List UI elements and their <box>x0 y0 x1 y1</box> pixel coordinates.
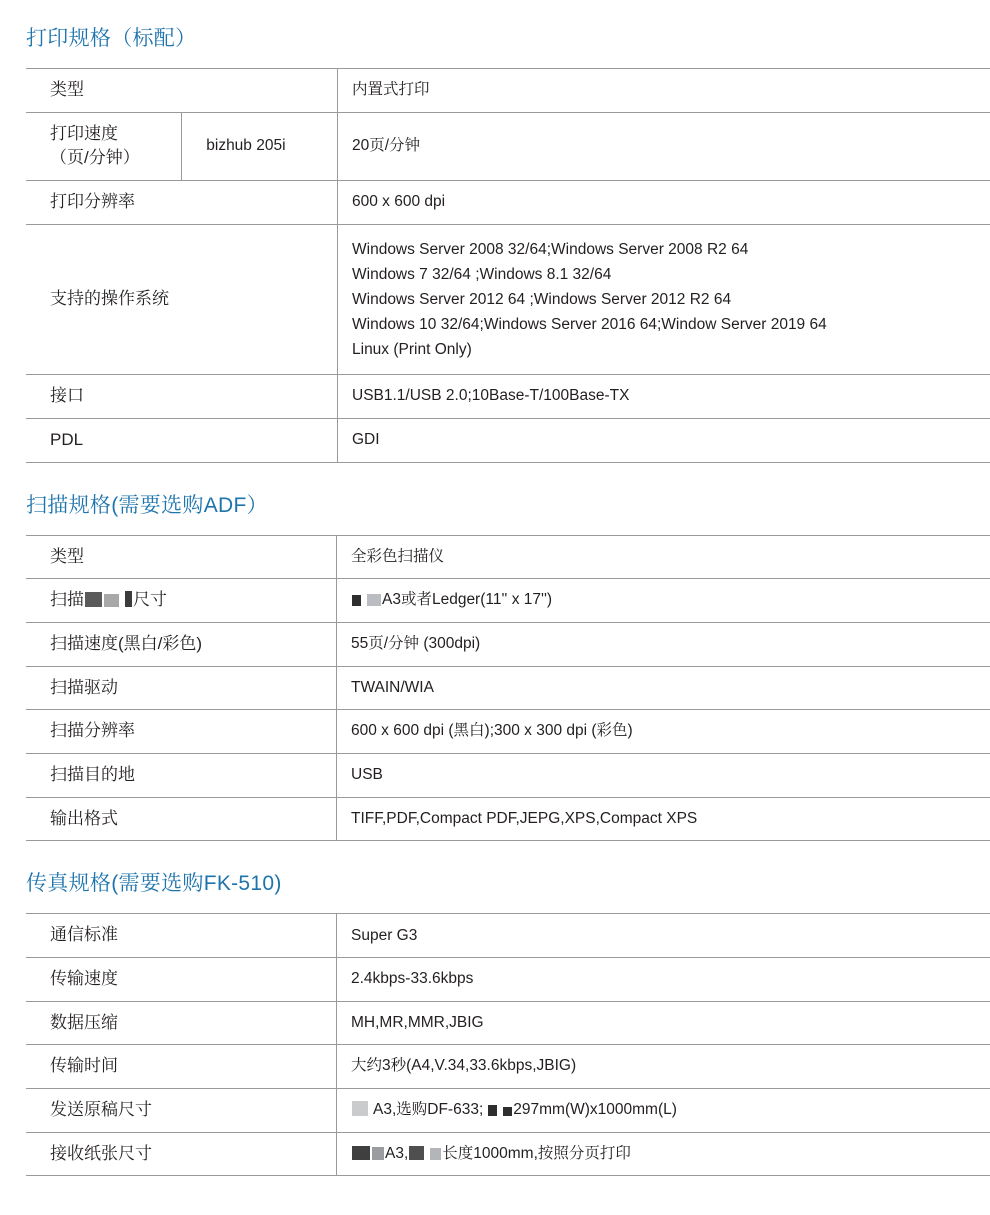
corrupted-glyph-icon <box>367 594 381 606</box>
os-line: Windows Server 2012 64 ;Windows Server 2012 R2 64 <box>352 290 732 308</box>
corrupted-glyph-icon <box>352 1146 370 1160</box>
row-value-comm-standard: Super G3 <box>337 914 990 958</box>
table-row <box>26 623 990 667</box>
row-label-scan-type: 类型 <box>26 535 337 579</box>
section-scan-specifications <box>0 463 990 842</box>
section-print-specifications <box>0 0 990 463</box>
row-value-print-speed: 20页/分钟 <box>338 112 990 180</box>
table-row <box>26 579 990 623</box>
row-label-print-speed <box>26 112 182 180</box>
table-row <box>26 181 990 225</box>
row-value-send-original-size-end: 297mm(W)x1000mm(L) <box>513 1101 677 1119</box>
row-value-type: 内置式打印 <box>338 69 990 113</box>
table-row <box>26 535 990 579</box>
row-label-scan-speed: 扫描速度(黑白/彩色) <box>26 623 337 667</box>
row-value-send-original-size-mid: A3,选购DF-633; <box>373 1101 484 1119</box>
section-title-scan: 扫描规格(需要选购ADF） <box>26 493 268 517</box>
row-label-scan-original-size <box>26 579 337 623</box>
row-value-send-original-size <box>337 1089 990 1133</box>
corrupted-glyph-icon <box>503 1107 512 1116</box>
row-value-output-format: TIFF,PDF,Compact PDF,JEPG,XPS,Compact XPS <box>337 797 990 841</box>
row-value-print-resolution: 600 x 600 dpi <box>338 181 990 225</box>
row-value-receive-paper-size <box>337 1132 990 1176</box>
row-label-print-resolution: 打印分辨率 <box>26 181 338 225</box>
row-value-supported-os <box>338 224 990 375</box>
row-value-scan-original-size-text: A3或者Ledger(11'' x 17'') <box>382 591 553 609</box>
row-value-scan-destination: USB <box>337 753 990 797</box>
corrupted-glyph-icon <box>372 1147 384 1160</box>
table-row <box>26 958 990 1002</box>
row-value-transmission-time: 大约3秒(A4,V.34,33.6kbps,JBIG) <box>337 1045 990 1089</box>
row-label-scan-driver: 扫描驱动 <box>26 666 337 710</box>
table-row <box>26 753 990 797</box>
row-label-pdl: PDL <box>26 418 338 462</box>
table-row <box>26 1045 990 1089</box>
row-label-print-speed-line1: 打印速度 <box>50 123 118 143</box>
fax-specifications-table <box>26 913 990 1176</box>
table-row <box>26 710 990 754</box>
table-row <box>26 375 990 419</box>
table-row <box>26 112 990 180</box>
row-value-transmission-speed: 2.4kbps-33.6kbps <box>337 958 990 1002</box>
corrupted-glyph-icon <box>85 592 102 607</box>
row-value-data-compression: MH,MR,MMR,JBIG <box>337 1001 990 1045</box>
row-label-data-compression: 数据压缩 <box>26 1001 337 1045</box>
table-row <box>26 1001 990 1045</box>
row-label-receive-paper-size: 接收纸张尺寸 <box>26 1132 337 1176</box>
os-line: Windows Server 2008 32/64;Windows Server 2008 R2 64 <box>352 240 749 258</box>
row-value-scan-original-size <box>337 579 990 623</box>
table-row <box>26 914 990 958</box>
row-label-transmission-speed: 传输速度 <box>26 958 337 1002</box>
table-row <box>26 418 990 462</box>
row-value-receive-paper-size-end: 长度1000mm,按照分页打印 <box>442 1144 631 1162</box>
os-line: Windows 10 32/64;Windows Server 2016 64;Window Server 2019 64 <box>352 316 827 334</box>
row-value-interface: USB1.1/USB 2.0;10Base-T/100Base-TX <box>338 375 990 419</box>
section-fax-specifications <box>0 841 990 1176</box>
os-line: Windows 7 32/64 ;Windows 8.1 32/64 <box>352 265 612 283</box>
row-label-comm-standard: 通信标准 <box>26 914 337 958</box>
table-row <box>26 666 990 710</box>
corrupted-glyph-icon <box>430 1148 441 1160</box>
row-value-scan-driver: TWAIN/WIA <box>337 666 990 710</box>
table-row <box>26 224 990 375</box>
print-specifications-table <box>26 68 990 462</box>
row-label-send-original-size: 发送原稿尺寸 <box>26 1089 337 1133</box>
row-value-scan-speed: 55页/分钟 (300dpi) <box>337 623 990 667</box>
row-value-receive-paper-size-mid: A3, <box>385 1144 409 1162</box>
table-row <box>26 1132 990 1176</box>
corrupted-glyph-icon <box>488 1105 497 1116</box>
row-label-print-speed-line2: （页/分钟） <box>50 148 140 168</box>
table-row <box>26 797 990 841</box>
section-title-fax: 传真规格(需要选购FK-510) <box>26 872 282 896</box>
corrupted-glyph-icon <box>104 594 119 607</box>
row-value-scan-type: 全彩色扫描仪 <box>337 535 990 579</box>
row-label-scan-resolution: 扫描分辨率 <box>26 710 337 754</box>
row-label-supported-os: 支持的操作系统 <box>26 224 338 375</box>
section-title-print: 打印规格（标配） <box>26 27 197 50</box>
row-label-type: 类型 <box>26 69 338 113</box>
corrupted-glyph-icon <box>352 595 361 606</box>
corrupted-glyph-icon <box>409 1146 424 1160</box>
row-label-scan-destination: 扫描目的地 <box>26 753 337 797</box>
row-sublabel-model: bizhub 205i <box>182 112 338 180</box>
scan-specifications-table <box>26 535 990 841</box>
table-row <box>26 1089 990 1133</box>
os-line: Linux (Print Only) <box>352 341 472 359</box>
row-label-scan-original-size-prefix: 扫描 <box>50 590 84 610</box>
row-label-interface: 接口 <box>26 375 338 419</box>
corrupted-glyph-icon <box>125 591 132 607</box>
row-value-scan-resolution: 600 x 600 dpi (黑白);300 x 300 dpi (彩色) <box>337 710 990 754</box>
row-label-transmission-time: 传输时间 <box>26 1045 337 1089</box>
table-row <box>26 69 990 113</box>
row-label-output-format: 输出格式 <box>26 797 337 841</box>
row-value-pdl: GDI <box>338 418 990 462</box>
corrupted-glyph-icon <box>352 1101 368 1116</box>
row-label-scan-original-size-suffix: 尺寸 <box>133 590 167 610</box>
